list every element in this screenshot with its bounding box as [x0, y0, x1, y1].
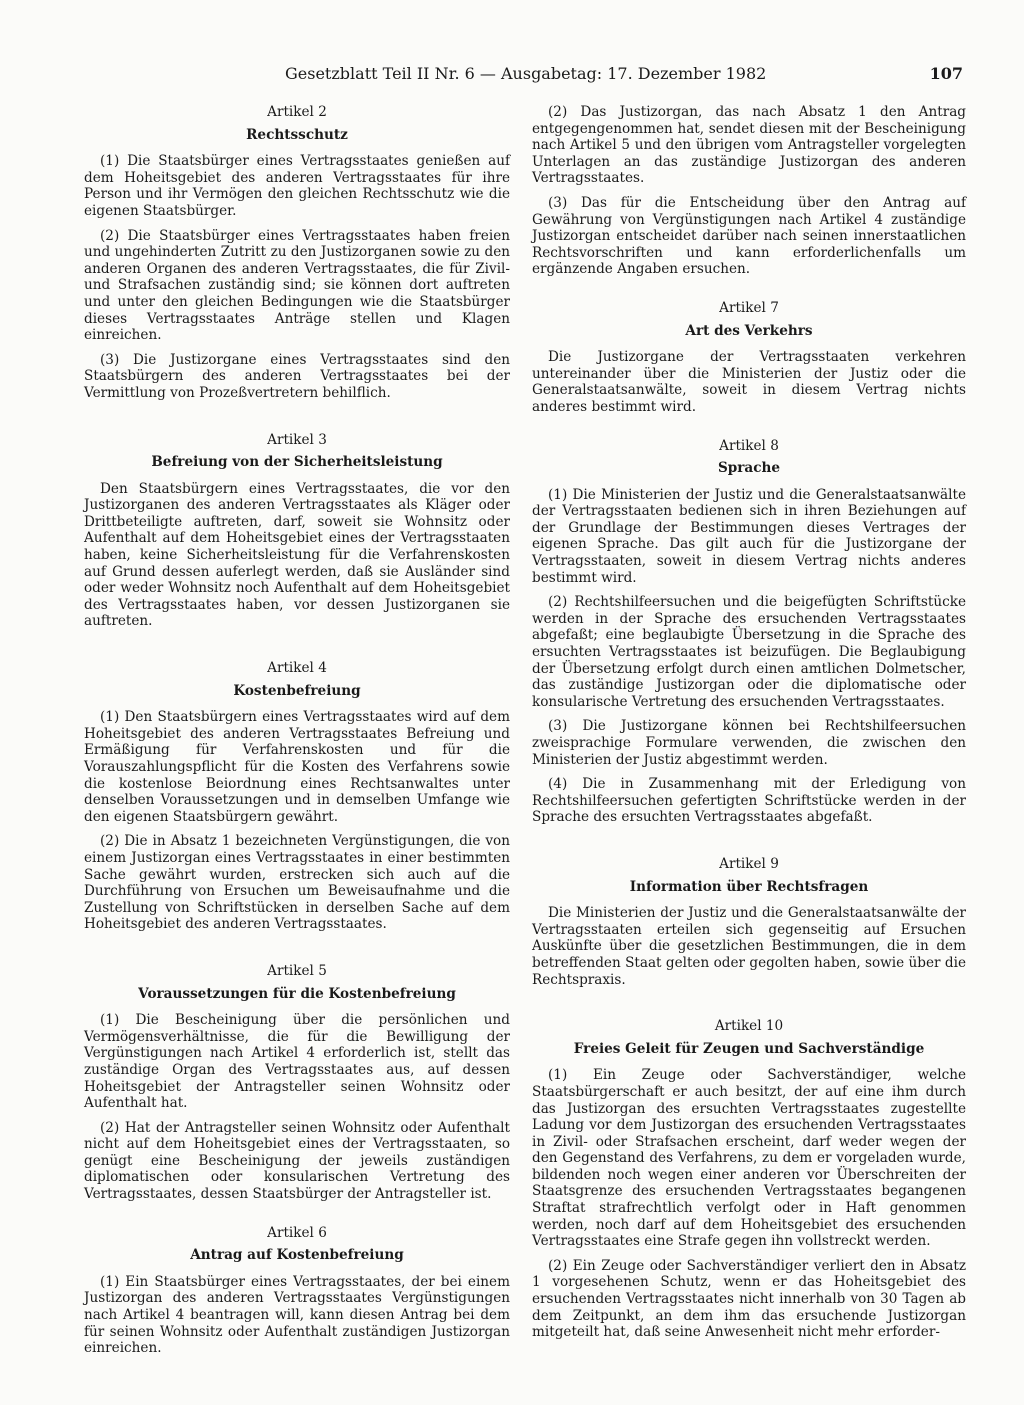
paragraph: (2) Hat der Antragsteller seinen Wohnsitz oder Aufenthalt nicht auf dem Hoheitsgebiet eines der Vertragsstaaten, so genügt eine Bescheinigung der jeweils zuständigen diplomatischen oder konsularischen Vertretung des Vertragsstaates, dessen Staatsbürger der Antragsteller ist. [84, 1119, 510, 1203]
article-title: Befreiung von der Sicherheitsleistung [151, 454, 443, 471]
paragraph: Die Ministerien der Justiz und die Generalstaatsanwälte der Vertragsstaaten erteilen sich gegenseitig auf Ersuchen Auskünfte über die gesetzlichen Bestimmungen, die in dem betreffenden Staat gelten oder gegolten haben, sowie über die Rechtspraxis. [532, 905, 966, 988]
article-number: Artikel 3 [267, 431, 327, 448]
paragraph: (1) Den Staatsbürgern eines Vertragsstaates wird auf dem Hoheitsgebiet des anderen Vertragsstaates Befreiung und Ermäßigung für Verfahrenskosten und für die Vorauszahlungspflicht für die Kosten des Verfahrens sowie die kostenlose Beiordnung eines Rechtsanwaltes unter denselben Voraussetzungen und in demselben Umfange wie den eigenen Staatsbürgern gewährt. [84, 709, 510, 825]
paragraph: (2) Ein Zeuge oder Sachverständiger verliert den in Absatz 1 vorgesehenen Schutz, wenn er das Hoheitsgebiet des ersuchenden Vertragsstaates nicht innerhalb von 30 Tagen ab dem Zeitpunkt, an dem ihm das ersuchende Justizorgan mitgeteilt hat, daß seine Anwesenheit nicht mehr erforder- [532, 1257, 966, 1341]
paragraph: (1) Die Ministerien der Justiz und die Generalstaatsanwälte der Vertragsstaaten bedienen sich in ihren Beziehungen auf der Grundlage der Bestimmungen dieses Vertrages der eigenen Sprache. Das gilt auch für die Justizorgane der Vertragsstaaten, soweit in diesem Vertrag nichts anderes bestimmt wird. [532, 486, 966, 586]
article-title: Freies Geleit für Zeugen und Sachverständige [573, 1040, 925, 1057]
article-title: Information über Rechtsfragen [629, 878, 869, 895]
article-title: Voraussetzungen für die Kostenbefreiung [138, 985, 456, 1002]
article-number: Artikel 5 [267, 962, 327, 979]
article-title: Rechtsschutz [246, 126, 348, 143]
paragraph: (1) Ein Staatsbürger eines Vertragsstaates, der bei einem Justizorgan des anderen Vertragsstaates Vergünstigungen nach Artikel 4 beantragen will, kann diesen Antrag bei dem für seinen Wohnsitz oder Aufenthalt zuständigen Justizorgan einreichen. [84, 1273, 510, 1357]
article-number: Artikel 4 [267, 660, 327, 677]
article-3 [84, 432, 510, 631]
paragraph: (2) Die in Absatz 1 bezeichneten Vergünstigungen, die von einem Justizorgan eines Vertragsstaates in einer bestimmten Sache gewährt wurden, erstrecken sich auch auf die Durchführung von Ersuchen um Beweisaufnahme und die Zustellung von Schriftstücken in derselben Sache auf dem Hoheitsgebiet des anderen Vertragsstaates. [84, 833, 510, 933]
paragraph: Die Justizorgane der Vertragsstaaten verkehren untereinander über die Ministerien der Justiz oder die Generalstaatsanwälte, soweit in diesem Vertrag nichts anderes bestimmt wird. [532, 349, 966, 415]
page-number: 107 [929, 64, 963, 83]
paragraph: (1) Die Staatsbürger eines Vertragsstaates genießen auf dem Hoheitsgebiet des anderen Vertragsstaates für ihre Person und ihr Vermögen den gleichen Rechtsschutz wie die eigenen Staatsbürger. [84, 153, 510, 219]
article-10 [532, 1018, 966, 1341]
paragraph: (3) Das für die Entscheidung über den Antrag auf Gewährung von Vergünstigungen nach Artikel 4 zuständige Justizorgan entscheidet darüber nach seinen innerstaatlichen Rechtsvorschriften und kann erforderlichenfalls um ergänzende Angaben ersuchen. [532, 194, 966, 278]
article-number: Artikel 9 [719, 855, 779, 872]
article-number: Artikel 8 [719, 437, 779, 454]
article-7 [532, 300, 966, 416]
article-4 [84, 660, 510, 933]
right-column [532, 104, 966, 1349]
paragraph: (2) Rechtshilfeersuchen und die beigefügten Schriftstücke werden in der Sprache des ersuchenden Vertragsstaates abgefaßt; eine beglaubigte Übersetzung in die Sprache des ersuchten Vertragsstaates ist beizufügen. Die Beglaubigung der Übersetzung erfolgt durch einen amtlichen Dolmetscher, das zuständige Justizorgan oder die diplomatische oder konsularische Vertretung des ersuchenden Vertragsstaates. [532, 594, 966, 710]
header-title: Gesetzblatt Teil II Nr. 6 — Ausgabetag: 17. Dezember 1982 [285, 64, 767, 83]
article-title: Antrag auf Kostenbefreiung [190, 1247, 404, 1264]
paragraph: (2) Die Staatsbürger eines Vertragsstaates haben freien und ungehinderten Zutritt zu den Justizorganen sowie zu den anderen Organen des anderen Vertragsstaates, die für Zivil- und Strafsachen zuständig sind; sie können dort auftreten und unter den gleichen Bedingungen wie die Staatsbürger dieses Vertragsstaates Anträge stellen und Klagen einreichen. [84, 227, 510, 344]
article-6-continued [532, 104, 966, 278]
page-header [285, 62, 985, 88]
paragraph: (3) Die Justizorgane eines Vertragsstaates sind den Staatsbürgern des anderen Vertragsstaates bei der Vermittlung von Prozeßvertretern behilflich. [84, 351, 510, 401]
article-8 [532, 438, 966, 826]
article-5 [84, 963, 510, 1203]
article-title: Kostenbefreiung [233, 682, 361, 699]
article-number: Artikel 2 [267, 104, 327, 120]
paragraph: (2) Das Justizorgan, das nach Absatz 1 den Antrag entgegengenommen hat, sendet diesen mit der Bescheinigung nach Artikel 5 und den übrigen vom Antragsteller vorgelegten Unterlagen an das zuständige Justizorgan des anderen Vertragsstaates. [532, 104, 966, 187]
article-number: Artikel 6 [267, 1224, 327, 1241]
paragraph: Den Staatsbürgern eines Vertragsstaates, die vor den Justizorganen des anderen Vertragsstaates als Kläger oder Drittbeteiligte auftreten, darf, soweit sie Wohnsitz oder Aufenthalt auf dem Hoheitsgebiet eines der Vertragsstaaten haben, keine Sicherheitsleistung für die Verfahrenskosten auf Grund dessen auferlegt werden, daß sie Ausländer sind oder weder Wohnsitz noch Aufenthalt auf dem Hoheitsgebiet des Vertragsstaates haben, vor dessen Justizorganen sie auftreten. [84, 480, 510, 630]
article-title: Art des Verkehrs [685, 322, 813, 339]
left-column [84, 104, 510, 1365]
paragraph: (1) Die Bescheinigung über die persönlichen und Vermögensverhältnisse, die für die Bewilligung der Vergünstigungen nach Artikel 4 erforderlich ist, stellt das zuständige Organ des Vertragsstaates aus, auf dessen Hoheitsgebiet der Antragsteller seinen Wohnsitz oder Aufenthalt hat. [84, 1012, 510, 1112]
paragraph: (3) Die Justizorgane können bei Rechtshilfeersuchen zweisprachige Formulare verwenden, die zwischen den Ministerien der Justiz abgestimmt werden. [532, 718, 966, 768]
article-number: Artikel 10 [714, 1018, 784, 1035]
article-title: Sprache [717, 460, 781, 477]
article-6 [84, 1225, 510, 1357]
article-9 [532, 856, 966, 988]
paragraph: (1) Ein Zeuge oder Sachverständiger, welche Staatsbürgerschaft er auch besitzt, der auf eine ihm durch das Justizorgan des ersuchten Vertragsstaates zugestellte Ladung vor dem Justizorgan des ersuchenden Vertragsstaates in Zivil- oder Strafsachen erscheint, darf weder wegen der den Gegenstand des Verfahrens, zu dem er vorgeladen wurde, bildenden noch wegen einer anderen vor Überschreiten der Staatsgrenze des ersuchenden Vertragsstaates begangenen Straftat strafrechtlich verfolgt oder in Haft genommen werden, noch darf auf dem Hoheitsgebiet des ersuchenden Vertragsstaates eine Strafe gegen ihn vollstreckt werden. [532, 1067, 966, 1250]
article-number: Artikel 7 [719, 299, 779, 316]
paragraph: (4) Die in Zusammenhang mit der Erledigung von Rechtshilfeersuchen gefertigten Schriftstücke werden in der Sprache des ersuchten Vertragsstaates abgefaßt. [532, 776, 966, 826]
article-2 [84, 104, 510, 402]
